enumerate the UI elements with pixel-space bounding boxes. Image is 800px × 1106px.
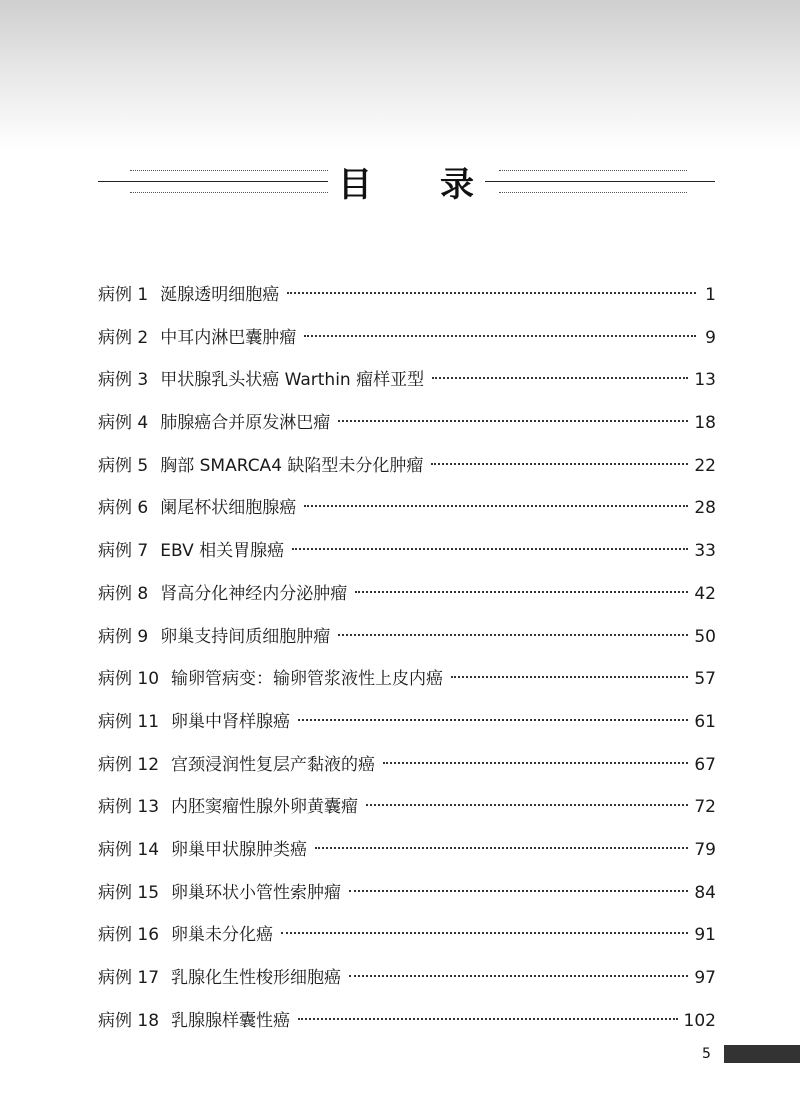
- toc-entry-page-number: 42: [694, 583, 716, 604]
- toc-entry-title: 内胚窦瘤性腺外卵黄囊瘤: [171, 797, 359, 818]
- toc-entry-case-number: 病例 14: [98, 839, 160, 860]
- toc-entry-case-number: 病例 9: [98, 626, 149, 647]
- toc-header: [0, 155, 800, 215]
- toc-entry-page-number: 91: [694, 925, 716, 946]
- toc-entry-page-number: 72: [694, 797, 716, 818]
- toc-entry[interactable]: [98, 876, 716, 919]
- toc-entry-title: 卵巢甲状腺肿类癌: [171, 839, 308, 860]
- toc-entry-dot-leader: [298, 719, 688, 721]
- toc-entry-page-number: 67: [694, 754, 716, 775]
- toc-entry-case-number: 病例 13: [98, 797, 160, 818]
- toc-entry-page-number: 84: [694, 882, 716, 903]
- toc-entry-title: 阑尾杯状细胞腺癌: [160, 498, 297, 519]
- toc-entry-title: 甲状腺乳头状癌 Warthin 瘤样亚型: [160, 370, 425, 391]
- page-title: [328, 157, 484, 206]
- toc-entry-dot-leader: [304, 505, 688, 507]
- toc-entry-dot-leader: [432, 377, 688, 379]
- toc-entry-page-number: 9: [705, 327, 716, 348]
- toc-list: [98, 278, 716, 1046]
- toc-entry-case-number: 病例 11: [98, 711, 160, 732]
- toc-entry-case-number: 病例 8: [98, 583, 149, 604]
- toc-entry[interactable]: [98, 278, 716, 321]
- toc-entry-title: 乳腺化生性梭形细胞癌: [171, 968, 342, 988]
- toc-entry-case-number: 病例 17: [98, 968, 160, 988]
- toc-entry-dot-leader: [338, 634, 688, 636]
- toc-entry-page-number: 57: [694, 669, 716, 690]
- toc-entry-title: 卵巢支持间质细胞肿瘤: [160, 626, 331, 647]
- header-gradient-band: [0, 0, 800, 150]
- toc-entry[interactable]: [98, 1004, 716, 1047]
- toc-entry-dot-leader: [451, 676, 688, 678]
- toc-entry-dot-leader: [383, 762, 688, 764]
- toc-entry-title: EBV 相关胃腺癌: [160, 541, 285, 562]
- toc-entry-page-number: 22: [694, 455, 716, 476]
- toc-entry-dot-leader: [304, 335, 696, 337]
- toc-entry-title: 肾高分化神经内分泌肿瘤: [160, 583, 348, 604]
- toc-entry-title: 宫颈浸润性复层产黏液的癌: [171, 754, 376, 775]
- toc-entry-title: 中耳内淋巴囊肿瘤: [160, 327, 297, 348]
- toc-entry-page-number: 33: [694, 541, 716, 562]
- toc-entry[interactable]: [98, 833, 716, 876]
- toc-entry-dot-leader: [281, 932, 688, 934]
- page-number: 5: [702, 1046, 711, 1062]
- page-number-bar: [724, 1045, 800, 1063]
- toc-entry-title: 胸部 SMARCA4 缺陷型未分化肿瘤: [160, 455, 424, 476]
- page-title-right-char: 录: [440, 165, 474, 205]
- toc-entry-case-number: 病例 10: [98, 669, 160, 690]
- toc-entry-page-number: 102: [683, 1010, 716, 1031]
- toc-entry[interactable]: [98, 918, 716, 961]
- toc-entry-dot-leader: [349, 975, 688, 977]
- header-rule-left: [98, 167, 328, 201]
- toc-entry-dot-leader: [292, 548, 688, 550]
- toc-entry[interactable]: [98, 363, 716, 406]
- toc-entry[interactable]: [98, 577, 716, 620]
- toc-entry-case-number: 病例 5: [98, 455, 149, 476]
- toc-entry[interactable]: [98, 449, 716, 492]
- toc-entry-dot-leader: [287, 292, 696, 294]
- toc-entry-title: 肺腺癌合并原发淋巴瘤: [160, 413, 331, 434]
- toc-entry-dot-leader: [315, 847, 688, 849]
- toc-entry-case-number: 病例 15: [98, 882, 160, 903]
- toc-entry-dot-leader: [366, 804, 688, 806]
- toc-entry-case-number: 病例 12: [98, 754, 160, 775]
- toc-entry[interactable]: [98, 406, 716, 449]
- toc-entry-dot-leader: [298, 1018, 678, 1020]
- toc-entry[interactable]: [98, 705, 716, 748]
- toc-entry-case-number: 病例 4: [98, 413, 149, 434]
- header-rule-right: [485, 167, 715, 201]
- toc-entry[interactable]: [98, 662, 716, 705]
- toc-entry-title: 卵巢环状小管性索肿瘤: [171, 882, 342, 903]
- toc-entry[interactable]: [98, 790, 716, 833]
- toc-entry-page-number: 61: [694, 711, 716, 732]
- toc-entry[interactable]: [98, 491, 716, 534]
- toc-entry[interactable]: [98, 534, 716, 577]
- toc-entry[interactable]: [98, 961, 716, 1004]
- toc-entry-title: 卵巢未分化癌: [171, 925, 274, 946]
- toc-entry-page-number: 13: [694, 370, 716, 391]
- toc-entry-dot-leader: [431, 463, 688, 465]
- toc-entry-page-number: 97: [694, 968, 716, 988]
- toc-entry-page-number: 79: [694, 839, 716, 860]
- toc-entry-case-number: 病例 3: [98, 370, 149, 391]
- toc-entry-case-number: 病例 7: [98, 541, 149, 562]
- toc-entry-case-number: 病例 1: [98, 285, 149, 305]
- toc-entry-page-number: 28: [694, 498, 716, 519]
- toc-entry-dot-leader: [338, 420, 688, 422]
- toc-entry-dot-leader: [355, 591, 688, 593]
- toc-entry-page-number: 18: [694, 413, 716, 434]
- toc-entry-dot-leader: [349, 890, 688, 892]
- toc-entry[interactable]: [98, 748, 716, 791]
- toc-entry-page-number: 1: [705, 285, 716, 305]
- toc-entry-case-number: 病例 2: [98, 327, 149, 348]
- toc-entry-case-number: 病例 16: [98, 925, 160, 946]
- toc-entry-title: 卵巢中肾样腺癌: [171, 711, 291, 732]
- toc-entry-case-number: 病例 6: [98, 498, 149, 519]
- toc-entry-page-number: 50: [694, 626, 716, 647]
- toc-entry-case-number: 病例 18: [98, 1010, 160, 1031]
- toc-entry-title: 输卵管病变：输卵管浆液性上皮内癌: [171, 669, 444, 690]
- toc-entry-title: 涎腺透明细胞癌: [160, 285, 280, 305]
- toc-entry[interactable]: [98, 620, 716, 663]
- page-title-left-char: 目: [338, 165, 372, 205]
- toc-entry[interactable]: [98, 321, 716, 364]
- toc-entry-title: 乳腺腺样囊性癌: [171, 1010, 291, 1031]
